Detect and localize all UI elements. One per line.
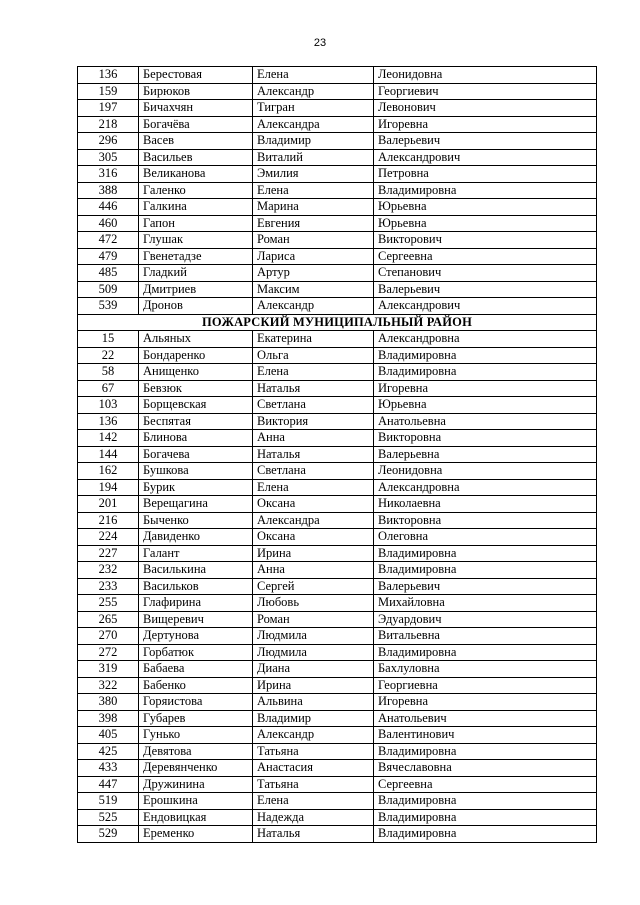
first-name-cell: Оксана [253, 529, 374, 546]
table-row [78, 694, 597, 711]
patronymic-cell: Александрович [374, 298, 597, 315]
first-name-cell: Марина [253, 199, 374, 216]
patronymic-cell: Владимировна [374, 347, 597, 364]
table-row [78, 149, 597, 166]
table-row [78, 644, 597, 661]
surname-cell: Глушак [139, 232, 253, 249]
surname-cell: Блинова [139, 430, 253, 447]
number-cell: 296 [78, 133, 139, 150]
first-name-cell: Светлана [253, 397, 374, 414]
patronymic-cell: Владимировна [374, 182, 597, 199]
surname-cell: Анищенко [139, 364, 253, 381]
table-row [78, 100, 597, 117]
table-row [78, 611, 597, 628]
surname-cell: Галант [139, 545, 253, 562]
patronymic-cell: Владимировна [374, 793, 597, 810]
patronymic-cell: Викторович [374, 232, 597, 249]
number-cell: 58 [78, 364, 139, 381]
number-cell: 159 [78, 83, 139, 100]
surname-cell: Гладкий [139, 265, 253, 282]
surname-cell: Быченко [139, 512, 253, 529]
patronymic-cell: Валерьевич [374, 281, 597, 298]
surname-cell: Дружинина [139, 776, 253, 793]
patronymic-cell: Валентинович [374, 727, 597, 744]
patronymic-cell: Витальевна [374, 628, 597, 645]
number-cell: 218 [78, 116, 139, 133]
patronymic-cell: Игоревна [374, 694, 597, 711]
surname-cell: Бирюков [139, 83, 253, 100]
number-cell: 197 [78, 100, 139, 117]
patronymic-cell: Владимировна [374, 364, 597, 381]
first-name-cell: Ирина [253, 545, 374, 562]
first-name-cell: Александра [253, 512, 374, 529]
first-name-cell: Анастасия [253, 760, 374, 777]
first-name-cell: Елена [253, 364, 374, 381]
table-row [78, 166, 597, 183]
first-name-cell: Татьяна [253, 776, 374, 793]
surname-cell: Губарев [139, 710, 253, 727]
number-cell: 162 [78, 463, 139, 480]
surname-cell: Галкина [139, 199, 253, 216]
number-cell: 15 [78, 331, 139, 348]
surname-cell: Великанова [139, 166, 253, 183]
number-cell: 136 [78, 413, 139, 430]
patronymic-cell: Вячеславовна [374, 760, 597, 777]
number-cell: 433 [78, 760, 139, 777]
patronymic-cell: Олеговна [374, 529, 597, 546]
surname-cell: Бабенко [139, 677, 253, 694]
surname-cell: Ендовицкая [139, 809, 253, 826]
first-name-cell: Артур [253, 265, 374, 282]
surname-cell: Деревянченко [139, 760, 253, 777]
surname-cell: Бабаева [139, 661, 253, 678]
first-name-cell: Екатерина [253, 331, 374, 348]
first-name-cell: Светлана [253, 463, 374, 480]
patronymic-cell: Юрьевна [374, 199, 597, 216]
number-cell: 305 [78, 149, 139, 166]
patronymic-cell: Юрьевна [374, 215, 597, 232]
first-name-cell: Эмилия [253, 166, 374, 183]
table-row [78, 826, 597, 843]
table-row [78, 364, 597, 381]
surname-cell: Галенко [139, 182, 253, 199]
table-row [78, 215, 597, 232]
table-row [78, 133, 597, 150]
number-cell: 460 [78, 215, 139, 232]
surname-cell: Гапон [139, 215, 253, 232]
number-cell: 479 [78, 248, 139, 265]
number-cell: 232 [78, 562, 139, 579]
table-row [78, 347, 597, 364]
patronymic-cell: Владимировна [374, 562, 597, 579]
table-row [78, 809, 597, 826]
number-cell: 322 [78, 677, 139, 694]
patronymic-cell: Леонидовна [374, 67, 597, 84]
first-name-cell: Наталья [253, 446, 374, 463]
table-row [78, 595, 597, 612]
patronymic-cell: Валерьевич [374, 133, 597, 150]
number-cell: 485 [78, 265, 139, 282]
surname-cell: Глафирина [139, 595, 253, 612]
patronymic-cell: Владимировна [374, 545, 597, 562]
roster-table-body [78, 67, 597, 843]
surname-cell: Горбатюк [139, 644, 253, 661]
patronymic-cell: Сергеевна [374, 248, 597, 265]
table-row [78, 331, 597, 348]
patronymic-cell: Викторовна [374, 512, 597, 529]
surname-cell: Бевзюк [139, 380, 253, 397]
patronymic-cell: Юрьевна [374, 397, 597, 414]
number-cell: 380 [78, 694, 139, 711]
table-row [78, 67, 597, 84]
table-row [78, 677, 597, 694]
table-row [78, 116, 597, 133]
table-row [78, 727, 597, 744]
patronymic-cell: Леонидовна [374, 463, 597, 480]
patronymic-cell: Александровна [374, 331, 597, 348]
surname-cell: Васильков [139, 578, 253, 595]
table-row [78, 380, 597, 397]
number-cell: 224 [78, 529, 139, 546]
first-name-cell: Александр [253, 727, 374, 744]
table-row [78, 232, 597, 249]
number-cell: 425 [78, 743, 139, 760]
surname-cell: Давиденко [139, 529, 253, 546]
number-cell: 446 [78, 199, 139, 216]
number-cell: 472 [78, 232, 139, 249]
first-name-cell: Надежда [253, 809, 374, 826]
first-name-cell: Максим [253, 281, 374, 298]
first-name-cell: Лариса [253, 248, 374, 265]
first-name-cell: Елена [253, 182, 374, 199]
first-name-cell: Людмила [253, 628, 374, 645]
page-number: 23 [313, 37, 327, 49]
patronymic-cell: Петровна [374, 166, 597, 183]
number-cell: 529 [78, 826, 139, 843]
table-row [78, 661, 597, 678]
table-row [78, 199, 597, 216]
number-cell: 142 [78, 430, 139, 447]
first-name-cell: Татьяна [253, 743, 374, 760]
patronymic-cell: Сергеевна [374, 776, 597, 793]
table-row [78, 628, 597, 645]
number-cell: 194 [78, 479, 139, 496]
table-row [78, 397, 597, 414]
first-name-cell: Елена [253, 793, 374, 810]
table-row [78, 710, 597, 727]
first-name-cell: Диана [253, 661, 374, 678]
patronymic-cell: Степанович [374, 265, 597, 282]
number-cell: 388 [78, 182, 139, 199]
table-row [78, 793, 597, 810]
surname-cell: Василькина [139, 562, 253, 579]
surname-cell: Еременко [139, 826, 253, 843]
table-row [78, 182, 597, 199]
surname-cell: Бушкова [139, 463, 253, 480]
patronymic-cell: Эдуардович [374, 611, 597, 628]
patronymic-cell: Бахлуловна [374, 661, 597, 678]
number-cell: 519 [78, 793, 139, 810]
surname-cell: Борщевская [139, 397, 253, 414]
surname-cell: Беспятая [139, 413, 253, 430]
table-row [78, 248, 597, 265]
first-name-cell: Роман [253, 232, 374, 249]
first-name-cell: Ирина [253, 677, 374, 694]
table-row [78, 83, 597, 100]
number-cell: 144 [78, 446, 139, 463]
first-name-cell: Александр [253, 83, 374, 100]
patronymic-cell: Александрович [374, 149, 597, 166]
patronymic-cell: Владимировна [374, 644, 597, 661]
number-cell: 405 [78, 727, 139, 744]
number-cell: 216 [78, 512, 139, 529]
number-cell: 398 [78, 710, 139, 727]
patronymic-cell: Левонович [374, 100, 597, 117]
number-cell: 272 [78, 644, 139, 661]
surname-cell: Горяистова [139, 694, 253, 711]
first-name-cell: Оксана [253, 496, 374, 513]
patronymic-cell: Владимировна [374, 826, 597, 843]
patronymic-cell: Валерьевич [374, 578, 597, 595]
patronymic-cell: Николаевна [374, 496, 597, 513]
patronymic-cell: Георгиевич [374, 83, 597, 100]
table-row [78, 265, 597, 282]
number-cell: 319 [78, 661, 139, 678]
section-header-row [78, 314, 597, 331]
patronymic-cell: Валерьевна [374, 446, 597, 463]
surname-cell: Девятова [139, 743, 253, 760]
first-name-cell: Александра [253, 116, 374, 133]
table-row [78, 281, 597, 298]
surname-cell: Вищеревич [139, 611, 253, 628]
patronymic-cell: Владимировна [374, 809, 597, 826]
first-name-cell: Альвина [253, 694, 374, 711]
first-name-cell: Роман [253, 611, 374, 628]
first-name-cell: Елена [253, 479, 374, 496]
first-name-cell: Людмила [253, 644, 374, 661]
table-row [78, 743, 597, 760]
surname-cell: Ерошкина [139, 793, 253, 810]
table-row [78, 496, 597, 513]
first-name-cell: Анна [253, 430, 374, 447]
number-cell: 136 [78, 67, 139, 84]
surname-cell: Альяных [139, 331, 253, 348]
surname-cell: Васев [139, 133, 253, 150]
roster-table [77, 66, 597, 843]
table-row [78, 562, 597, 579]
surname-cell: Гунько [139, 727, 253, 744]
table-row [78, 298, 597, 315]
number-cell: 103 [78, 397, 139, 414]
surname-cell: Бурик [139, 479, 253, 496]
patronymic-cell: Михайловна [374, 595, 597, 612]
number-cell: 316 [78, 166, 139, 183]
number-cell: 447 [78, 776, 139, 793]
number-cell: 525 [78, 809, 139, 826]
number-cell: 255 [78, 595, 139, 612]
surname-cell: Богачёва [139, 116, 253, 133]
first-name-cell: Виталий [253, 149, 374, 166]
number-cell: 539 [78, 298, 139, 315]
surname-cell: Дронов [139, 298, 253, 315]
surname-cell: Богачева [139, 446, 253, 463]
patronymic-cell: Георгиевна [374, 677, 597, 694]
section-title: ПОЖАРСКИЙ МУНИЦИПАЛЬНЫЙ РАЙОН [78, 314, 597, 331]
first-name-cell: Наталья [253, 826, 374, 843]
first-name-cell: Анна [253, 562, 374, 579]
table-row [78, 430, 597, 447]
first-name-cell: Виктория [253, 413, 374, 430]
patronymic-cell: Владимировна [374, 743, 597, 760]
number-cell: 265 [78, 611, 139, 628]
first-name-cell: Александр [253, 298, 374, 315]
patronymic-cell: Игоревна [374, 380, 597, 397]
table-row [78, 463, 597, 480]
number-cell: 270 [78, 628, 139, 645]
surname-cell: Дертунова [139, 628, 253, 645]
first-name-cell: Ольга [253, 347, 374, 364]
first-name-cell: Евгения [253, 215, 374, 232]
table-row [78, 760, 597, 777]
table-row [78, 578, 597, 595]
first-name-cell: Елена [253, 67, 374, 84]
first-name-cell: Владимир [253, 133, 374, 150]
table-row [78, 413, 597, 430]
table-row [78, 776, 597, 793]
first-name-cell: Тигран [253, 100, 374, 117]
table-row [78, 479, 597, 496]
patronymic-cell: Анатольевич [374, 710, 597, 727]
first-name-cell: Сергей [253, 578, 374, 595]
patronymic-cell: Александровна [374, 479, 597, 496]
table-row [78, 446, 597, 463]
first-name-cell: Наталья [253, 380, 374, 397]
patronymic-cell: Игоревна [374, 116, 597, 133]
table-row [78, 545, 597, 562]
number-cell: 509 [78, 281, 139, 298]
number-cell: 227 [78, 545, 139, 562]
number-cell: 67 [78, 380, 139, 397]
number-cell: 233 [78, 578, 139, 595]
surname-cell: Васильев [139, 149, 253, 166]
surname-cell: Берестовая [139, 67, 253, 84]
number-cell: 201 [78, 496, 139, 513]
number-cell: 22 [78, 347, 139, 364]
surname-cell: Гвенетадзе [139, 248, 253, 265]
first-name-cell: Любовь [253, 595, 374, 612]
first-name-cell: Владимир [253, 710, 374, 727]
table-row [78, 529, 597, 546]
patronymic-cell: Анатольевна [374, 413, 597, 430]
surname-cell: Дмитриев [139, 281, 253, 298]
surname-cell: Бичахчян [139, 100, 253, 117]
patronymic-cell: Викторовна [374, 430, 597, 447]
table-row [78, 512, 597, 529]
surname-cell: Бондаренко [139, 347, 253, 364]
surname-cell: Верещагина [139, 496, 253, 513]
